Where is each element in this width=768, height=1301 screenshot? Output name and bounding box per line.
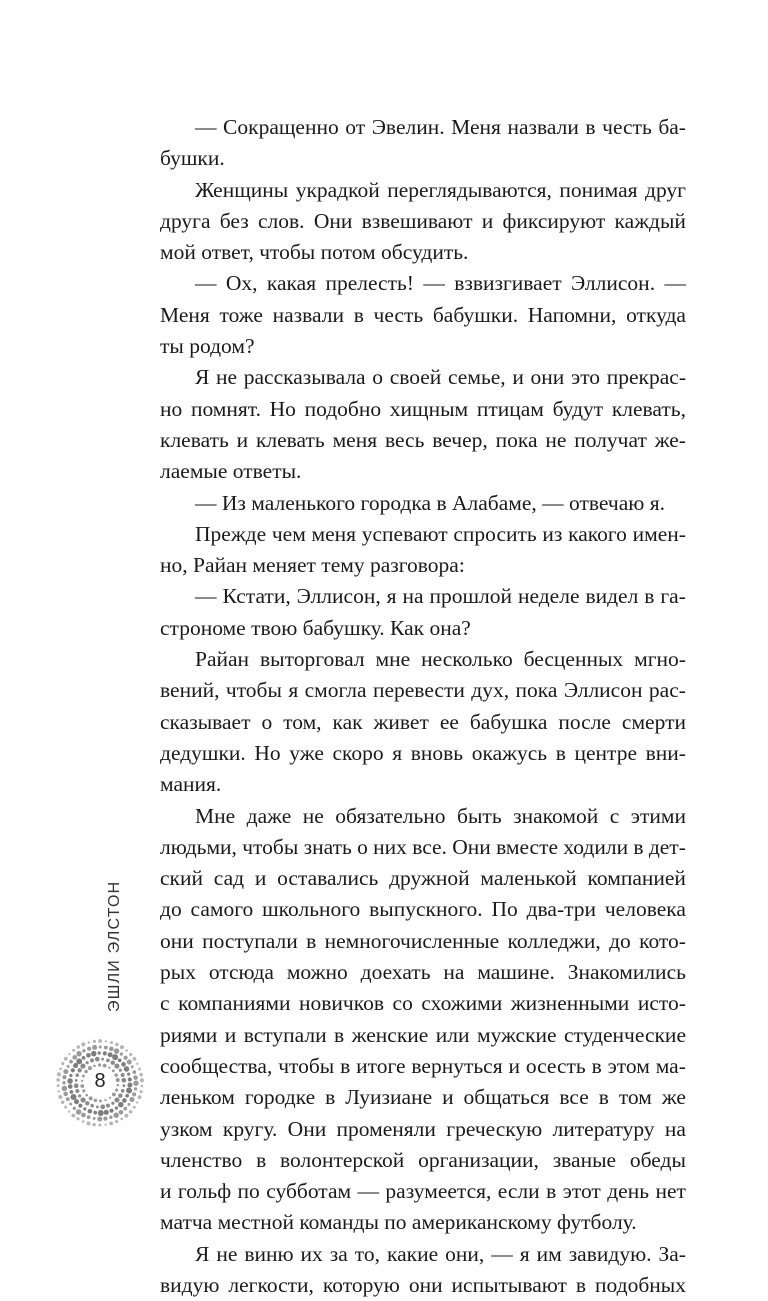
ornament-dot bbox=[125, 1094, 129, 1098]
text-line: но, Райан меняет тему разговора: bbox=[160, 553, 465, 578]
ornament-dot bbox=[98, 1124, 101, 1127]
ornament-dot bbox=[93, 1117, 96, 1120]
ornament-dot bbox=[98, 1110, 104, 1116]
page-number: 8 bbox=[94, 1070, 106, 1092]
text-line: — Из маленького городка в Алабаме, — отвечаю я. bbox=[195, 490, 665, 515]
ornament-dot bbox=[128, 1103, 131, 1106]
ornament-dot bbox=[124, 1056, 128, 1060]
ornament-dot bbox=[103, 1051, 107, 1055]
ornament-dot bbox=[61, 1100, 65, 1104]
ornament-dot bbox=[127, 1060, 132, 1065]
text-line: риями и вступали в женские или мужские студенческие bbox=[160, 1022, 686, 1047]
ornament-dot bbox=[76, 1109, 81, 1114]
ornament-dot bbox=[124, 1114, 128, 1118]
ornament-dot bbox=[86, 1121, 90, 1125]
text-line: Я не виню их за то, какие они, — я им завидую. За- bbox=[195, 1241, 686, 1266]
ornament-dot bbox=[72, 1055, 77, 1060]
ornament-dot bbox=[76, 1058, 82, 1064]
ornament-dot bbox=[109, 1047, 114, 1052]
ornament-dot bbox=[105, 1040, 107, 1042]
ornament-dot bbox=[92, 1045, 97, 1050]
ornament-dot bbox=[82, 1120, 85, 1123]
ornament-dot bbox=[67, 1065, 70, 1068]
ornament-dot bbox=[104, 1099, 106, 1101]
ornament-dot bbox=[115, 1120, 118, 1123]
ornament-dot bbox=[98, 1063, 101, 1066]
page-folio bbox=[50, 1033, 150, 1133]
text-line: Женщины украдкой переглядываются, понимая друг bbox=[195, 177, 686, 202]
ornament-dot bbox=[93, 1040, 96, 1043]
ornament-dot bbox=[69, 1102, 72, 1105]
ornament-dot bbox=[112, 1054, 118, 1060]
text-line: ты родом? bbox=[160, 334, 255, 359]
ornament-dot bbox=[64, 1106, 67, 1109]
ornament-dot bbox=[111, 1102, 114, 1105]
ornament-dot bbox=[104, 1046, 108, 1050]
text-line: — Сокращенно от Эвелин. Меня назвали в честь ба- bbox=[195, 115, 686, 139]
text-line: Райан выторговал мне несколько бесценных мгно- bbox=[195, 647, 686, 672]
text-line: — Кстати, Эллисон, я на прошлой неделе видел в га- bbox=[195, 584, 686, 609]
ornament-dot bbox=[92, 1123, 96, 1127]
text-line: Мне даже не обязательно быть знакомой с этими bbox=[195, 803, 686, 828]
ornament-dot bbox=[113, 1112, 118, 1117]
text-line: узком кругу. Они променяли греческую литературу на bbox=[160, 1116, 686, 1141]
ornament-dot bbox=[112, 1093, 116, 1097]
ornament-dot bbox=[118, 1058, 122, 1062]
ornament-dot bbox=[87, 1047, 91, 1051]
ornament-dot bbox=[88, 1041, 91, 1044]
ornament-dot bbox=[95, 1057, 100, 1062]
ornament-dot bbox=[98, 1051, 101, 1054]
text-line: с компаниями новичков со схожими жизненными исто- bbox=[160, 991, 686, 1016]
ornament-dot bbox=[68, 1110, 70, 1112]
text-line: сказывает о том, как живет ее бабушка после смерти bbox=[160, 709, 686, 734]
ornament-dot bbox=[80, 1063, 85, 1068]
ornament-dot bbox=[121, 1062, 126, 1067]
ornament-dot bbox=[118, 1102, 124, 1108]
text-line: Прежде чем меня успевают спросить из какого имен- bbox=[195, 521, 686, 546]
ornament-dot bbox=[97, 1116, 102, 1121]
text-line: клевать и клевать меня весь вечер, пока не получат же- bbox=[160, 427, 686, 452]
ornament-dot bbox=[122, 1098, 127, 1103]
ornament-dot bbox=[114, 1048, 119, 1053]
ornament-dot bbox=[73, 1107, 76, 1110]
ornament-dot bbox=[100, 1104, 105, 1109]
ornament-dot bbox=[115, 1106, 118, 1109]
ornament-dot bbox=[87, 1115, 91, 1119]
ornament-dot bbox=[111, 1060, 115, 1064]
ornament-dot bbox=[73, 1063, 78, 1068]
ornament-dot bbox=[114, 1097, 119, 1102]
text-line: матча местной команды по американскому футболу. bbox=[160, 1210, 637, 1235]
ornament-dot bbox=[131, 1065, 134, 1068]
ornament-dot bbox=[71, 1094, 77, 1100]
ornament-dot bbox=[109, 1097, 111, 1099]
running-head-author: ЭШЛИ ЭЛСТОН bbox=[106, 880, 123, 1012]
ornament-dot bbox=[123, 1107, 127, 1111]
text-line: леньком городке в Луизиане и общаться все в том же bbox=[160, 1085, 686, 1110]
text-line: Я не рассказывала о своей семье, и они это прекрас- bbox=[195, 365, 686, 390]
ornament-dot bbox=[103, 1116, 107, 1120]
ornament-dot bbox=[109, 1122, 113, 1126]
ornament-dot bbox=[136, 1101, 138, 1103]
ornament-dot bbox=[129, 1110, 133, 1114]
ornament-dot bbox=[91, 1051, 97, 1057]
ornament-dot bbox=[93, 1065, 96, 1068]
ornament-dot bbox=[82, 1056, 86, 1060]
ornament-dot bbox=[74, 1099, 79, 1104]
ornament-dot bbox=[99, 1046, 102, 1049]
ornament-dot bbox=[132, 1057, 136, 1061]
ornament-dot bbox=[129, 1097, 134, 1102]
text-line: дедушки. Но уже скоро я вновь окажусь в центре вни- bbox=[160, 740, 686, 765]
ornament-dot bbox=[66, 1097, 70, 1101]
ornament-dot bbox=[72, 1049, 75, 1052]
ornament-dot bbox=[81, 1042, 85, 1046]
ornament-dot bbox=[114, 1063, 119, 1068]
ornament-dot bbox=[90, 1058, 94, 1062]
text-line: мания. bbox=[160, 772, 222, 797]
ornament-dot bbox=[109, 1109, 113, 1113]
ornament-dot bbox=[76, 1051, 81, 1056]
ornament-dot bbox=[96, 1105, 99, 1108]
ornament-dot bbox=[61, 1062, 64, 1065]
text-line: друга без слов. Они взвешивают и фиксируют каждый bbox=[160, 208, 686, 233]
ornament-dot bbox=[90, 1104, 94, 1108]
text-line: до самого школьного выпускного. По два-три человека bbox=[160, 897, 686, 922]
ornament-dot bbox=[68, 1053, 70, 1055]
ornament-dot bbox=[118, 1094, 122, 1098]
ornament-dot bbox=[86, 1061, 89, 1064]
ornament-dot bbox=[86, 1053, 91, 1058]
ornament-dot bbox=[98, 1039, 102, 1043]
ornament-dot bbox=[80, 1097, 85, 1102]
text-line: ский сад и оставались дружной маленькой компанией bbox=[160, 866, 686, 891]
text-line: рых отсюда можно доехать на машине. Знакомились bbox=[160, 960, 686, 985]
ornament-dot bbox=[71, 1114, 75, 1118]
ornament-dot bbox=[78, 1104, 82, 1108]
ornament-dot bbox=[108, 1052, 113, 1057]
ornament-dot bbox=[120, 1052, 123, 1055]
ornament-dot bbox=[64, 1057, 68, 1061]
text-line: видую легкости, которую они испытывают в подобных bbox=[160, 1272, 686, 1297]
body-text bbox=[160, 112, 686, 1301]
ornament-dot bbox=[104, 1110, 109, 1115]
text-line: членство в волонтерской организации, званые обеды bbox=[160, 1147, 686, 1172]
ornament-dot bbox=[120, 1118, 123, 1121]
ornament-dot bbox=[136, 1063, 138, 1065]
ornament-dot bbox=[125, 1049, 128, 1052]
ornament-dot bbox=[120, 1045, 124, 1049]
text-line: сообщества, чтобы в итоге вернуться и осесть в этом ма- bbox=[160, 1053, 686, 1078]
ornament-dot bbox=[85, 1094, 88, 1097]
ornament-dot bbox=[99, 1100, 102, 1103]
ornament-dot bbox=[69, 1060, 73, 1064]
ornament-dot bbox=[82, 1049, 85, 1052]
ornament-dot bbox=[115, 1043, 119, 1047]
text-line: людьми, чтобы знать о них все. Они вместе ходили в дет- bbox=[160, 834, 686, 859]
text-line: и гольф по субботам — разумеется, если в этот день нет bbox=[160, 1179, 686, 1204]
text-line: строноме твою бабушку. Как она? bbox=[160, 615, 471, 640]
ornament-dot bbox=[93, 1111, 97, 1115]
ornament-dot bbox=[58, 1095, 62, 1099]
text-line: бушки. bbox=[160, 146, 225, 171]
ornament-dot bbox=[81, 1113, 86, 1118]
text-line: мой ответ, чтобы потом обсудить. bbox=[160, 240, 469, 265]
text-line: Меня тоже назвали в честь бабушки. Напомни, откуда bbox=[160, 302, 686, 327]
ornament-dot bbox=[78, 1094, 81, 1097]
ornament-dot bbox=[77, 1045, 81, 1049]
ornament-dot bbox=[104, 1124, 106, 1126]
text-line: они поступали в немногочисленные колледжи, до кото- bbox=[160, 928, 686, 953]
ornament-dot bbox=[109, 1116, 112, 1119]
ornament-dot bbox=[108, 1067, 110, 1069]
ornament-dot bbox=[129, 1053, 132, 1056]
ornament-dot bbox=[133, 1106, 136, 1109]
text-line: вений, чтобы я смогла перевести дух, пока Эллисон рас- bbox=[160, 678, 686, 703]
text-line: — Ох, какая прелесть! — взвизгивает Эллисон. — bbox=[195, 271, 686, 296]
text-line: но помнят. Но подобно хищным птицам будут клевать, bbox=[160, 396, 686, 421]
ornament-dot bbox=[106, 1104, 110, 1108]
ornament-dot bbox=[138, 1095, 142, 1099]
ornament-dot bbox=[83, 1107, 86, 1110]
ornament-dot bbox=[119, 1110, 124, 1115]
ornament-dot bbox=[106, 1059, 110, 1063]
ornament-dot bbox=[85, 1101, 89, 1105]
ornament-dot bbox=[110, 1041, 113, 1044]
ornament-dot bbox=[88, 1109, 93, 1114]
ornament-dot bbox=[103, 1064, 107, 1068]
ornament-dot bbox=[89, 1096, 93, 1100]
ornament-dot bbox=[101, 1058, 104, 1061]
ornament-dot bbox=[76, 1117, 79, 1120]
text-line: лаемые ответы. bbox=[160, 459, 302, 484]
ornament-dot bbox=[94, 1099, 98, 1103]
